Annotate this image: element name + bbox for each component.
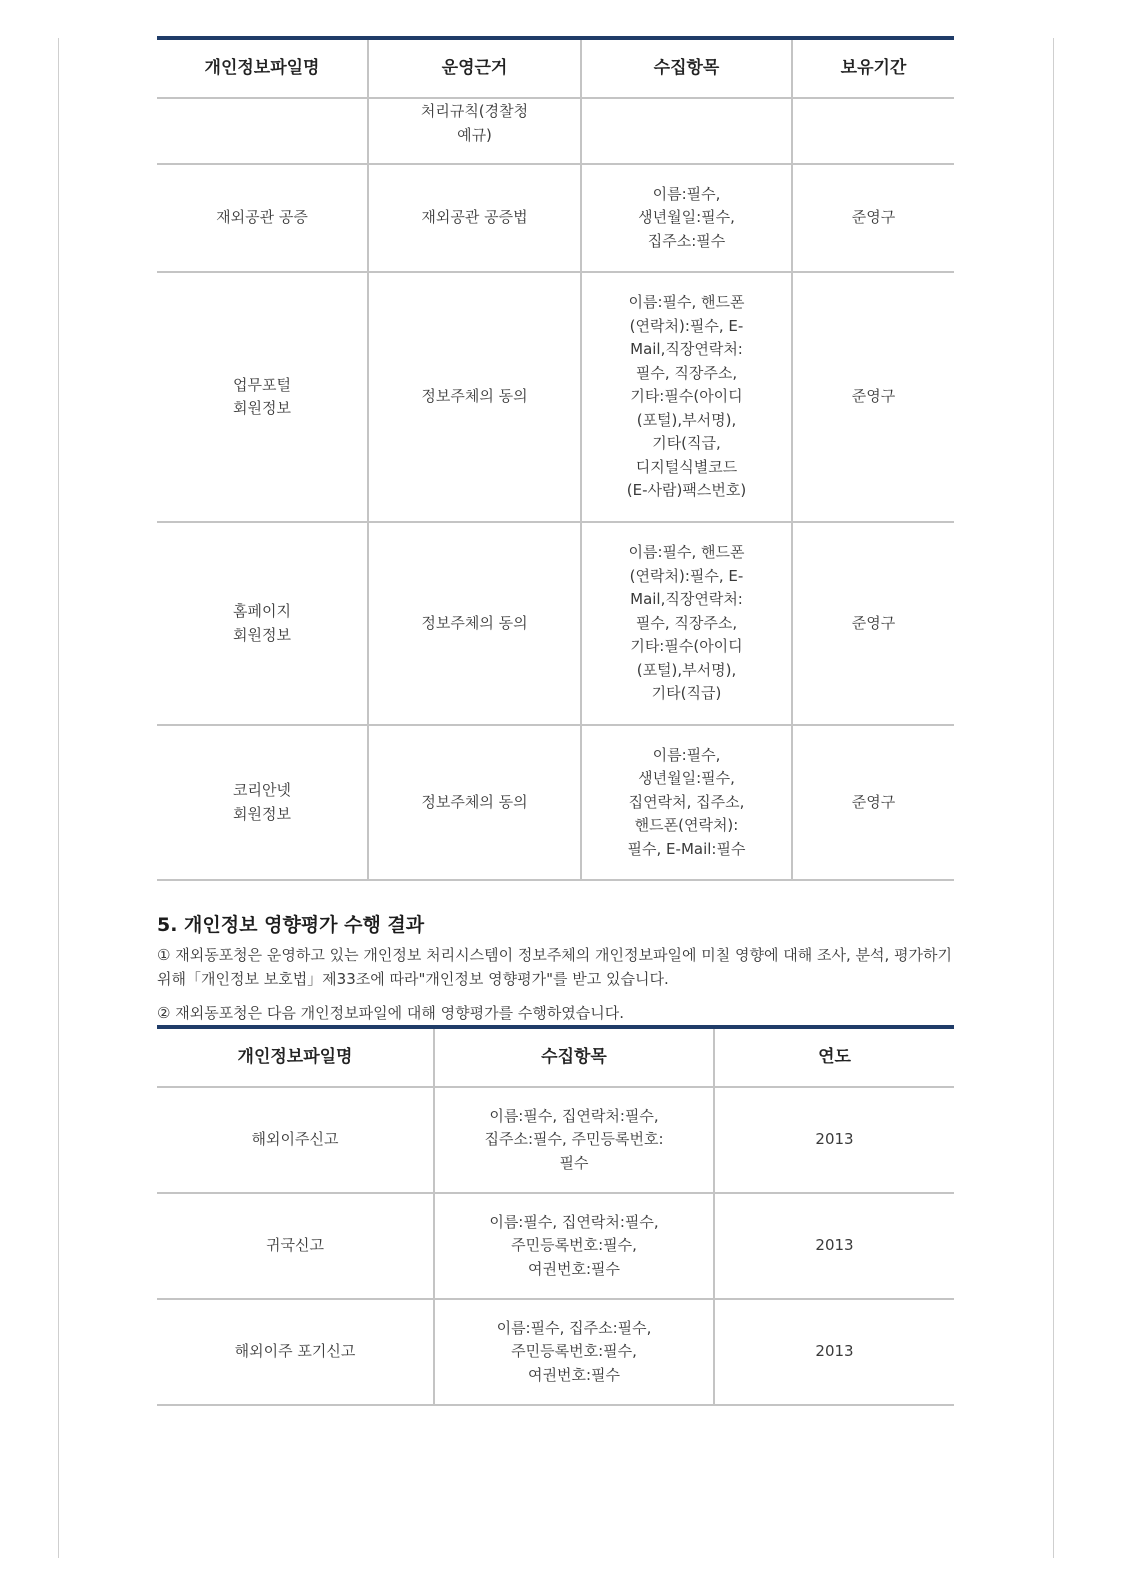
cell-file-name: 해외이주신고 [157,1087,434,1193]
cell-legal-basis: 재외공관 공증법 [368,164,581,272]
header-collected-items: 수집항목 [581,38,792,98]
header-file-name: 개인정보파일명 [157,1027,434,1087]
table-header-row [157,1027,954,1087]
cell-collected-items: 이름:필수, 생년월일:필수, 집주소:필수 [581,164,792,272]
cell-collected-items: 이름:필수, 집연락처:필수, 집주소:필수, 주민등록번호: 필수 [434,1087,714,1193]
cell-retention-period: 준영구 [792,522,954,725]
table-row [157,1299,954,1405]
cell-file-name [157,98,368,164]
cell-file-name: 해외이주 포기신고 [157,1299,434,1405]
cell-retention-period [792,98,954,164]
page-border-right [1053,38,1054,1558]
cell-legal-basis: 정보주체의 동의 [368,272,581,522]
header-file-name: 개인정보파일명 [157,38,368,98]
cell-legal-basis: 정보주체의 동의 [368,725,581,880]
cell-collected-items: 이름:필수, 핸드폰 (연락처):필수, E- Mail,직장연락처: 필수, 직장주소, 기타:필수(아이디 (포털),부서명), 기타(직급) [581,522,792,725]
cell-file-name: 코리안넷 회원정보 [157,725,368,880]
cell-retention-period: 준영구 [792,164,954,272]
cell-file-name: 귀국신고 [157,1193,434,1299]
table-row [157,1087,954,1193]
table-row [157,272,954,522]
cell-year: 2013 [714,1193,954,1299]
table-row [157,164,954,272]
cell-file-name: 업무포털 회원정보 [157,272,368,522]
table-row [157,98,954,164]
impact-assessment-table [157,1025,954,1406]
table-header-row [157,38,954,98]
header-legal-basis: 운영근거 [368,38,581,98]
cell-retention-period: 준영구 [792,272,954,522]
table-row [157,1193,954,1299]
page-border-left [58,38,59,1558]
header-retention-period: 보유기간 [792,38,954,98]
document-content [157,36,954,1406]
cell-year: 2013 [714,1087,954,1193]
table-row [157,522,954,725]
cell-collected-items: 이름:필수, 집연락처:필수, 주민등록번호:필수, 여권번호:필수 [434,1193,714,1299]
section-heading: 5. 개인정보 영향평가 수행 결과 [157,914,425,936]
personal-info-file-table [157,36,954,881]
cell-collected-items: 이름:필수, 핸드폰 (연락처):필수, E- Mail,직장연락처: 필수, 직장주소, 기타:필수(아이디 (포털),부서명), 기타(직급, 디지털식별코드 (E-사람)팩스번호) [581,272,792,522]
cell-legal-basis: 처리규칙(경찰청 예규) [368,98,581,164]
cell-retention-period: 준영구 [792,725,954,880]
cell-file-name: 재외공관 공증 [157,164,368,272]
cell-legal-basis: 정보주체의 동의 [368,522,581,725]
cell-collected-items [581,98,792,164]
header-collected-items: 수집항목 [434,1027,714,1087]
cell-file-name: 홈페이지 회원정보 [157,522,368,725]
cell-year: 2013 [714,1299,954,1405]
table-row [157,725,954,880]
section-paragraph-2: ② 재외동포청은 다음 개인정보파일에 대해 영향평가를 수행하였습니다. [157,1004,625,1022]
header-year: 연도 [714,1027,954,1087]
cell-collected-items: 이름:필수, 집주소:필수, 주민등록번호:필수, 여권번호:필수 [434,1299,714,1405]
cell-collected-items: 이름:필수, 생년월일:필수, 집연락처, 집주소, 핸드폰(연락처): 필수, E-Mail:필수 [581,725,792,880]
section-paragraph-1: ① 재외동포청은 운영하고 있는 개인정보 처리시스템이 정보주체의 개인정보파일에 미칠 영향에 대해 조사, 분석, 평가하기 위해「개인정보 보호법」제33조에 따라"개인정보 영향평가"를 받고 있습니다. [157,946,952,988]
